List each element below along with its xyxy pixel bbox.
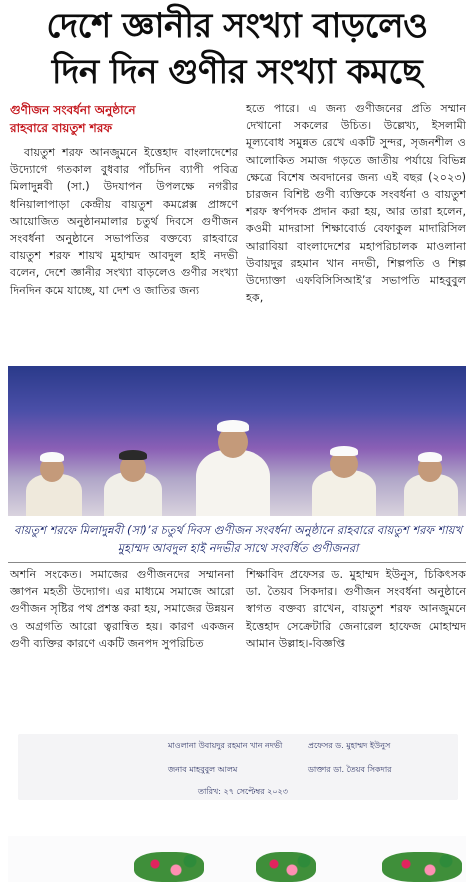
article-bottom-right-column: শিক্ষাবিদ প্রফেসর ড. মুহাম্মদ ইউনুস, চিকিৎসক ডা. তৈয়ব সিকদার। গুণীজন সংবর্ধনা অনুষ্ঠানে স্বাগত বক্তব্য রাখেন, বায়তুশ শরফ আনজুমনে ইত্তেহাদ সেক্রেটারি জেনারেল হাফেজ মোহাম্মদ আমান উল্লাহ।-বিজ্ঞপ্তি <box>246 568 466 650</box>
person-figure <box>400 444 462 516</box>
banner-text: ডাক্তার ডা. তৈয়ব সিকদার <box>308 765 392 774</box>
article-right-column: হতে পারে। এ জন্য গুণীজনের প্রতি সম্মান দেখানো সকলের উচিত। উল্লেখ্য, ইসলামী মূল্যবোধ সমুন্নত রেখে একটি সুন্দর, সৃজনশীল ও আলোকিত সমাজ গড়তে জাতীয় পর্যায়ে বিভিন্ন ক্ষেত্রে বিশেষ অবদানের জন্য এই বছর (২০২৩) চারজন বিশিষ্ট গুণী ব্যক্তিকে সংবর্ধনা ও বায়তুশ শরফ স্বর্ণপদক প্রদান করা হয়, আর তারা হলেন, কওমী মাদরাসা শিক্ষাবোর্ড বেফাকুল মাদারিসিল আরাবিয়া বাংলাদেশের মহাপরিচালক মাওলানা উবায়দুর রহমান খান নদভী, শিল্পপতি ও শিল্প উদ্যোক্তা এফবিসিসিআই’র সভাপতি মাহবুবুল হক, <box>246 102 466 305</box>
person-figure <box>22 446 84 516</box>
banner-text: তারিখ: ২৭ সেপ্টেম্বর ২০২৩ <box>198 787 288 796</box>
article-bottom-left-column: অশনি সংকেত। সমাজের গুণীজনদের সম্মাননা জ্ঞাপন মহতী উদ্যোগ। এর মাধ্যমে সমাজে আরো গুণীজন সৃষ্টির পথ প্রশস্ত করা হয়, সমাজের উন্নয়ন ও অগ্রগতি আরো ত্বরান্বিত হয়। কারণ একজন গুণী ব্যক্তির কারণে একটি জনপদ সুপরিচিত <box>10 568 234 650</box>
headline-line-1: দেশে জ্ঞানীর সংখ্যা বাড়লেও <box>46 6 428 46</box>
article-left-column: বায়তুশ শরফ আনজুমনে ইত্তেহাদ বাংলাদেশের উদ্যোগে গতকাল বুধবার পাঁচদিন ব্যাপী পবিত্র মিলাদুন্নবী (সা.) উদযাপন উপলক্ষে নগরীর ধনিয়ালাপাড়া কেন্দ্রীয় বায়তুশ কমপ্লেক্স প্রাঙ্গণে আয়োজিত অনুষ্ঠানমালার চতুর্থ দিবসে গুণীজন সংবর্ধনা অনুষ্ঠানে সভাপতির বক্তব্যে রাহবারে বায়তুশ শরফ শায়খ মুহাম্মদ আবদুল হাই নদভী বলেন, দেশে জ্ঞানীর সংখ্যা বাড়লেও গুণীর সংখ্যা দিনদিন কমে যাচ্ছে, যা দেশ ও জাতির জন্য <box>10 146 238 297</box>
person-figure <box>100 442 166 516</box>
flower-arrangement <box>134 852 204 882</box>
divider <box>8 562 466 563</box>
banner-text: মাওলানা উবায়দুর রহমান খান নদভী <box>168 741 283 750</box>
flower-arrangement <box>382 852 462 882</box>
headline-line-2: দিন দিন গুণীর সংখ্যা কমছে <box>51 52 423 92</box>
kicker-line-2: রাহবারে বায়তুশ শরফ <box>10 121 113 135</box>
photo-caption: বায়তুশ শরফে মিলাদুন্নবী (সা)’র চতুর্থ দিবস গুণীজন সংবর্ধনা অনুষ্ঠানে রাহবারে বায়তুশ শরফ শায়খ মুহাম্মদ আবদুল হাই নদভীর সাথে সংবর্ধিত গুণীজনরা <box>14 523 462 555</box>
person-figure-center <box>192 412 274 516</box>
flower-arrangement <box>256 852 316 882</box>
stage-banner <box>18 734 458 800</box>
person-figure <box>308 438 380 516</box>
kicker-line-1: গুণীজন সংবর্ধনা অনুষ্ঠানে <box>10 103 136 117</box>
banner-text: প্রফেসর ড. মুহাম্মদ ইউনুস <box>308 741 391 750</box>
banner-text: জনাব মাহবুবুল আলম <box>168 765 238 774</box>
